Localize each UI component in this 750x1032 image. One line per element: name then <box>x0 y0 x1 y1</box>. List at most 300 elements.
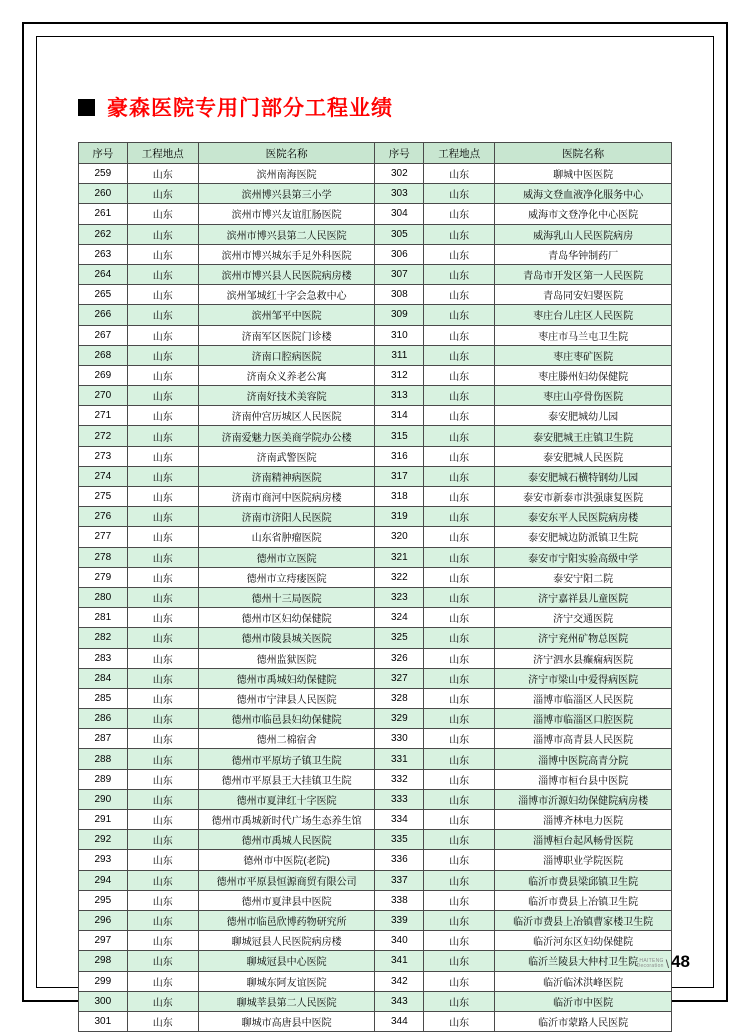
cell-seq-left: 273 <box>79 446 128 466</box>
cell-hospital-right: 临沂市费县梁邱镇卫生院 <box>495 870 672 890</box>
cell-hospital-left: 聊城东阿友谊医院 <box>198 971 375 991</box>
table-row <box>79 951 672 971</box>
cell-location-left: 山东 <box>127 991 198 1011</box>
cell-hospital-left: 济南众义养老公寓 <box>198 365 375 385</box>
cell-location-right: 山东 <box>424 830 495 850</box>
cell-seq-left: 292 <box>79 830 128 850</box>
performance-table <box>78 142 672 1032</box>
cell-location-right: 山东 <box>424 890 495 910</box>
table-row <box>79 184 672 204</box>
cell-seq-right: 320 <box>375 527 424 547</box>
cell-hospital-right: 济宁泗水县癫痫病医院 <box>495 648 672 668</box>
cell-location-left: 山东 <box>127 285 198 305</box>
cell-location-left: 山东 <box>127 507 198 527</box>
cell-seq-left: 293 <box>79 850 128 870</box>
cell-hospital-left: 德州市夏津红十字医院 <box>198 789 375 809</box>
cell-hospital-right: 青岛同安妇婴医院 <box>495 285 672 305</box>
cell-seq-right: 305 <box>375 224 424 244</box>
cell-hospital-left: 德州市临邑县妇幼保健院 <box>198 709 375 729</box>
cell-hospital-right: 济宁交通医院 <box>495 608 672 628</box>
cell-seq-right: 334 <box>375 810 424 830</box>
cell-location-left: 山东 <box>127 951 198 971</box>
table-row <box>79 1011 672 1031</box>
cell-hospital-right: 临沂市蒙路人民医院 <box>495 1011 672 1031</box>
cell-location-right: 山东 <box>424 709 495 729</box>
cell-seq-left: 291 <box>79 810 128 830</box>
cell-hospital-right: 淄博市高青县人民医院 <box>495 729 672 749</box>
cell-location-left: 山东 <box>127 305 198 325</box>
cell-seq-left: 289 <box>79 769 128 789</box>
table-row <box>79 749 672 769</box>
column-header-location-right: 工程地点 <box>424 143 495 164</box>
cell-location-right: 山东 <box>424 648 495 668</box>
cell-hospital-left: 德州二棉宿舍 <box>198 729 375 749</box>
column-header-seq-right: 序号 <box>375 143 424 164</box>
cell-hospital-right: 济宁市梁山中爱得病医院 <box>495 668 672 688</box>
cell-location-left: 山东 <box>127 587 198 607</box>
cell-location-right: 山东 <box>424 365 495 385</box>
cell-location-left: 山东 <box>127 466 198 486</box>
table-row <box>79 870 672 890</box>
table-row <box>79 224 672 244</box>
cell-hospital-right: 淄博市临淄区口腔医院 <box>495 709 672 729</box>
cell-seq-right: 325 <box>375 628 424 648</box>
cell-location-left: 山东 <box>127 365 198 385</box>
cell-hospital-left: 聊城市高唐县中医院 <box>198 1011 375 1031</box>
cell-location-left: 山东 <box>127 244 198 264</box>
cell-location-left: 山东 <box>127 971 198 991</box>
column-header-location-left: 工程地点 <box>127 143 198 164</box>
cell-seq-left: 263 <box>79 244 128 264</box>
cell-seq-right: 331 <box>375 749 424 769</box>
cell-location-right: 山东 <box>424 587 495 607</box>
table-row <box>79 729 672 749</box>
cell-location-left: 山东 <box>127 608 198 628</box>
cell-hospital-right: 临沂市中医院 <box>495 991 672 1011</box>
cell-location-right: 山东 <box>424 729 495 749</box>
cell-seq-left: 281 <box>79 608 128 628</box>
cell-location-right: 山东 <box>424 870 495 890</box>
cell-hospital-right: 临沂临沭洪峰医院 <box>495 971 672 991</box>
cell-location-left: 山东 <box>127 406 198 426</box>
cell-location-right: 山东 <box>424 789 495 809</box>
cell-hospital-left: 德州十三局医院 <box>198 587 375 607</box>
cell-hospital-left: 济南军区医院门诊楼 <box>198 325 375 345</box>
cell-hospital-right: 淄博市桓台县中医院 <box>495 769 672 789</box>
table-row <box>79 567 672 587</box>
table-row <box>79 587 672 607</box>
table-row <box>79 487 672 507</box>
cell-location-left: 山东 <box>127 184 198 204</box>
table-row <box>79 426 672 446</box>
cell-hospital-right: 淄博市沂源妇幼保健院病房楼 <box>495 789 672 809</box>
cell-location-right: 山东 <box>424 426 495 446</box>
cell-seq-right: 312 <box>375 365 424 385</box>
cell-hospital-left: 济南口腔病医院 <box>198 345 375 365</box>
cell-hospital-left: 济南爱魅力医美商学院办公楼 <box>198 426 375 446</box>
square-bullet-icon <box>78 99 95 116</box>
performance-table-container <box>78 142 672 1032</box>
cell-location-left: 山东 <box>127 487 198 507</box>
cell-seq-right: 310 <box>375 325 424 345</box>
cell-location-right: 山东 <box>424 507 495 527</box>
cell-hospital-left: 德州市区妇幼保健院 <box>198 608 375 628</box>
cell-seq-right: 335 <box>375 830 424 850</box>
cell-seq-right: 322 <box>375 567 424 587</box>
cell-seq-right: 344 <box>375 1011 424 1031</box>
cell-hospital-left: 聊城莘县第二人民医院 <box>198 991 375 1011</box>
cell-location-right: 山东 <box>424 264 495 284</box>
cell-seq-left: 259 <box>79 164 128 184</box>
cell-location-right: 山东 <box>424 769 495 789</box>
cell-hospital-right: 淄博桓台起风畅骨医院 <box>495 830 672 850</box>
page-number: 48 <box>671 952 690 971</box>
cell-location-right: 山东 <box>424 386 495 406</box>
table-row <box>79 204 672 224</box>
cell-location-right: 山东 <box>424 345 495 365</box>
cell-hospital-right: 临沂兰陵县大仲村卫生院 <box>495 951 672 971</box>
cell-seq-right: 307 <box>375 264 424 284</box>
cell-seq-right: 317 <box>375 466 424 486</box>
cell-seq-left: 269 <box>79 365 128 385</box>
cell-location-left: 山东 <box>127 204 198 224</box>
table-row <box>79 890 672 910</box>
page-title-text: 豪森医院专用门部分工程业绩 <box>107 97 393 120</box>
table-row <box>79 850 672 870</box>
page-title <box>78 92 700 122</box>
cell-hospital-right: 泰安东平人民医院病房楼 <box>495 507 672 527</box>
table-row <box>79 507 672 527</box>
cell-location-left: 山东 <box>127 890 198 910</box>
cell-seq-right: 340 <box>375 931 424 951</box>
cell-location-left: 山东 <box>127 668 198 688</box>
cell-location-right: 山东 <box>424 991 495 1011</box>
cell-hospital-right: 青岛市开发区第一人民医院 <box>495 264 672 284</box>
cell-seq-left: 260 <box>79 184 128 204</box>
cell-location-left: 山东 <box>127 547 198 567</box>
table-row <box>79 325 672 345</box>
cell-hospital-left: 聊城冠县人民医院病房楼 <box>198 931 375 951</box>
cell-hospital-left: 德州市立痔瘘医院 <box>198 567 375 587</box>
cell-hospital-left: 济南好技术美容院 <box>198 386 375 406</box>
table-row <box>79 810 672 830</box>
cell-location-right: 山东 <box>424 406 495 426</box>
table-row <box>79 608 672 628</box>
cell-seq-left: 280 <box>79 587 128 607</box>
cell-seq-right: 319 <box>375 507 424 527</box>
table-row <box>79 406 672 426</box>
cell-location-left: 山东 <box>127 567 198 587</box>
cell-location-left: 山东 <box>127 709 198 729</box>
table-row <box>79 688 672 708</box>
cell-hospital-right: 淄博市临淄区人民医院 <box>495 688 672 708</box>
cell-hospital-left: 滨州邹城红十字会急救中心 <box>198 285 375 305</box>
cell-hospital-left: 滨州市博兴县第二人民医院 <box>198 224 375 244</box>
cell-hospital-right: 淄博中医院高青分院 <box>495 749 672 769</box>
cell-hospital-left: 滨州市博兴友谊肛肠医院 <box>198 204 375 224</box>
cell-location-right: 山东 <box>424 446 495 466</box>
cell-location-right: 山东 <box>424 224 495 244</box>
cell-seq-right: 313 <box>375 386 424 406</box>
cell-seq-left: 264 <box>79 264 128 284</box>
cell-location-left: 山东 <box>127 446 198 466</box>
cell-seq-right: 324 <box>375 608 424 628</box>
cell-hospital-left: 德州监狱医院 <box>198 648 375 668</box>
cell-location-right: 山东 <box>424 184 495 204</box>
table-row <box>79 971 672 991</box>
cell-seq-left: 262 <box>79 224 128 244</box>
cell-hospital-left: 德州市立医院 <box>198 547 375 567</box>
table-row <box>79 264 672 284</box>
cell-seq-left: 272 <box>79 426 128 446</box>
cell-seq-left: 283 <box>79 648 128 668</box>
cell-hospital-right: 淄博齐林电力医院 <box>495 810 672 830</box>
cell-seq-left: 288 <box>79 749 128 769</box>
cell-hospital-left: 德州市临邑欣博药物研究所 <box>198 910 375 930</box>
cell-location-right: 山东 <box>424 608 495 628</box>
cell-hospital-left: 德州市禹城妇幼保健院 <box>198 668 375 688</box>
column-header-seq-left: 序号 <box>79 143 128 164</box>
table-row <box>79 386 672 406</box>
table-row <box>79 244 672 264</box>
cell-hospital-right: 淄博职业学院医院 <box>495 850 672 870</box>
cell-location-left: 山东 <box>127 386 198 406</box>
cell-location-right: 山东 <box>424 850 495 870</box>
cell-hospital-right: 青岛华钟制药厂 <box>495 244 672 264</box>
cell-seq-left: 274 <box>79 466 128 486</box>
cell-seq-right: 303 <box>375 184 424 204</box>
table-row <box>79 830 672 850</box>
table-row <box>79 709 672 729</box>
cell-seq-right: 326 <box>375 648 424 668</box>
cell-hospital-right: 枣庄滕州妇幼保健院 <box>495 365 672 385</box>
cell-hospital-left: 滨州市博兴县人民医院病房楼 <box>198 264 375 284</box>
cell-hospital-left: 德州市中医院(老院) <box>198 850 375 870</box>
cell-location-left: 山东 <box>127 910 198 930</box>
cell-hospital-left: 济南市商河中医院病房楼 <box>198 487 375 507</box>
cell-location-left: 山东 <box>127 648 198 668</box>
cell-hospital-left: 滨州邹平中医院 <box>198 305 375 325</box>
cell-location-right: 山东 <box>424 567 495 587</box>
cell-seq-right: 309 <box>375 305 424 325</box>
cell-hospital-right: 泰安肥城边防派镇卫生院 <box>495 527 672 547</box>
cell-location-left: 山东 <box>127 527 198 547</box>
cell-location-left: 山东 <box>127 345 198 365</box>
table-row <box>79 668 672 688</box>
cell-hospital-right: 威海市文登净化中心医院 <box>495 204 672 224</box>
cell-hospital-right: 临沂河东区妇幼保健院 <box>495 931 672 951</box>
table-row <box>79 466 672 486</box>
cell-location-right: 山东 <box>424 931 495 951</box>
table-header-row <box>79 143 672 164</box>
cell-seq-right: 330 <box>375 729 424 749</box>
table-row <box>79 345 672 365</box>
table-row <box>79 769 672 789</box>
table-row <box>79 365 672 385</box>
cell-seq-left: 278 <box>79 547 128 567</box>
cell-hospital-left: 德州市宁津县人民医院 <box>198 688 375 708</box>
cell-location-right: 山东 <box>424 1011 495 1031</box>
cell-hospital-right: 枣庄市马兰屯卫生院 <box>495 325 672 345</box>
cell-hospital-left: 滨州南海医院 <box>198 164 375 184</box>
table-row <box>79 931 672 951</box>
cell-hospital-left: 济南武警医院 <box>198 446 375 466</box>
cell-seq-right: 315 <box>375 426 424 446</box>
cell-hospital-left: 德州市陵县城关医院 <box>198 628 375 648</box>
cell-hospital-left: 德州市平原坊子镇卫生院 <box>198 749 375 769</box>
cell-location-right: 山东 <box>424 668 495 688</box>
cell-hospital-right: 临沂市费县上冶镇曹家楼卫生院 <box>495 910 672 930</box>
cell-seq-right: 341 <box>375 951 424 971</box>
cell-seq-right: 343 <box>375 991 424 1011</box>
cell-location-left: 山东 <box>127 789 198 809</box>
cell-hospital-left: 德州市禹城人民医院 <box>198 830 375 850</box>
cell-location-right: 山东 <box>424 688 495 708</box>
table-row <box>79 164 672 184</box>
cell-seq-left: 268 <box>79 345 128 365</box>
cell-location-left: 山东 <box>127 1011 198 1031</box>
cell-location-right: 山东 <box>424 244 495 264</box>
cell-seq-right: 304 <box>375 204 424 224</box>
cell-location-right: 山东 <box>424 487 495 507</box>
cell-hospital-right: 枣庄枣矿医院 <box>495 345 672 365</box>
cell-location-right: 山东 <box>424 325 495 345</box>
cell-seq-left: 261 <box>79 204 128 224</box>
cell-seq-left: 284 <box>79 668 128 688</box>
cell-location-right: 山东 <box>424 628 495 648</box>
table-body <box>79 164 672 1032</box>
cell-hospital-left: 德州市禹城新时代广场生态养生馆 <box>198 810 375 830</box>
cell-seq-left: 266 <box>79 305 128 325</box>
cell-seq-right: 333 <box>375 789 424 809</box>
footer-brand-line1: HAITENG <box>639 957 664 964</box>
cell-hospital-right: 枣庄台儿庄区人民医院 <box>495 305 672 325</box>
cell-location-right: 山东 <box>424 547 495 567</box>
table-row <box>79 648 672 668</box>
cell-hospital-left: 德州市平原县恒源商贸有限公司 <box>198 870 375 890</box>
cell-seq-right: 332 <box>375 769 424 789</box>
cell-hospital-right: 威海乳山人民医院病房 <box>495 224 672 244</box>
cell-location-right: 山东 <box>424 971 495 991</box>
cell-seq-left: 271 <box>79 406 128 426</box>
cell-location-left: 山东 <box>127 264 198 284</box>
cell-location-left: 山东 <box>127 870 198 890</box>
cell-location-left: 山东 <box>127 729 198 749</box>
cell-location-right: 山东 <box>424 910 495 930</box>
cell-hospital-left: 德州市夏津县中医院 <box>198 890 375 910</box>
cell-seq-left: 275 <box>79 487 128 507</box>
cell-seq-left: 300 <box>79 991 128 1011</box>
cell-location-right: 山东 <box>424 204 495 224</box>
cell-hospital-right: 泰安肥城王庄镇卫生院 <box>495 426 672 446</box>
cell-seq-left: 301 <box>79 1011 128 1031</box>
cell-hospital-left: 济南精神病医院 <box>198 466 375 486</box>
cell-hospital-right: 威海文登血液净化服务中心 <box>495 184 672 204</box>
cell-hospital-left: 滨州市博兴城东手足外科医院 <box>198 244 375 264</box>
cell-location-right: 山东 <box>424 749 495 769</box>
cell-seq-left: 294 <box>79 870 128 890</box>
cell-hospital-right: 济宁嘉祥县儿童医院 <box>495 587 672 607</box>
table-row <box>79 789 672 809</box>
cell-location-left: 山东 <box>127 688 198 708</box>
cell-hospital-left: 聊城冠县中心医院 <box>198 951 375 971</box>
cell-hospital-right: 枣庄山亭骨伤医院 <box>495 386 672 406</box>
cell-location-left: 山东 <box>127 628 198 648</box>
cell-hospital-right: 泰安肥城幼儿园 <box>495 406 672 426</box>
cell-location-left: 山东 <box>127 850 198 870</box>
table-row <box>79 547 672 567</box>
cell-seq-right: 323 <box>375 587 424 607</box>
cell-seq-right: 302 <box>375 164 424 184</box>
table-row <box>79 305 672 325</box>
cell-seq-right: 321 <box>375 547 424 567</box>
footer-slash: \ <box>665 957 670 971</box>
cell-seq-left: 282 <box>79 628 128 648</box>
table-row <box>79 910 672 930</box>
cell-seq-right: 316 <box>375 446 424 466</box>
cell-seq-right: 314 <box>375 406 424 426</box>
cell-seq-left: 276 <box>79 507 128 527</box>
cell-seq-right: 339 <box>375 910 424 930</box>
cell-seq-left: 277 <box>79 527 128 547</box>
page-content <box>50 50 700 1029</box>
cell-hospital-right: 临沂市费县上冶镇卫生院 <box>495 890 672 910</box>
cell-location-left: 山东 <box>127 224 198 244</box>
cell-location-left: 山东 <box>127 769 198 789</box>
cell-location-left: 山东 <box>127 749 198 769</box>
column-header-hospital-right: 医院名称 <box>495 143 672 164</box>
page-footer <box>637 953 690 970</box>
cell-seq-left: 267 <box>79 325 128 345</box>
cell-location-right: 山东 <box>424 810 495 830</box>
table-row <box>79 285 672 305</box>
cell-location-right: 山东 <box>424 951 495 971</box>
cell-location-right: 山东 <box>424 305 495 325</box>
cell-seq-left: 285 <box>79 688 128 708</box>
cell-location-left: 山东 <box>127 164 198 184</box>
cell-hospital-right: 聊城中医医院 <box>495 164 672 184</box>
cell-hospital-right: 泰安宁阳二院 <box>495 567 672 587</box>
cell-hospital-right: 泰安市新泰市洪强康复医院 <box>495 487 672 507</box>
cell-seq-right: 329 <box>375 709 424 729</box>
footer-brand-line2: Decoration <box>636 963 664 970</box>
table-row <box>79 446 672 466</box>
cell-hospital-right: 济宁兖州矿物总医院 <box>495 628 672 648</box>
cell-seq-right: 338 <box>375 890 424 910</box>
cell-seq-left: 295 <box>79 890 128 910</box>
cell-seq-left: 299 <box>79 971 128 991</box>
cell-seq-right: 318 <box>375 487 424 507</box>
cell-hospital-right: 泰安市宁阳实验高级中学 <box>495 547 672 567</box>
cell-location-left: 山东 <box>127 325 198 345</box>
table-header <box>79 143 672 164</box>
cell-hospital-left: 山东省肿瘤医院 <box>198 527 375 547</box>
cell-seq-right: 311 <box>375 345 424 365</box>
cell-seq-right: 328 <box>375 688 424 708</box>
cell-hospital-left: 滨州博兴县第三小学 <box>198 184 375 204</box>
cell-seq-left: 270 <box>79 386 128 406</box>
table-row <box>79 991 672 1011</box>
cell-location-right: 山东 <box>424 466 495 486</box>
cell-seq-left: 286 <box>79 709 128 729</box>
cell-location-left: 山东 <box>127 426 198 446</box>
column-header-hospital-left: 医院名称 <box>198 143 375 164</box>
cell-seq-left: 290 <box>79 789 128 809</box>
cell-location-right: 山东 <box>424 164 495 184</box>
cell-seq-right: 337 <box>375 870 424 890</box>
cell-location-left: 山东 <box>127 931 198 951</box>
cell-seq-left: 279 <box>79 567 128 587</box>
